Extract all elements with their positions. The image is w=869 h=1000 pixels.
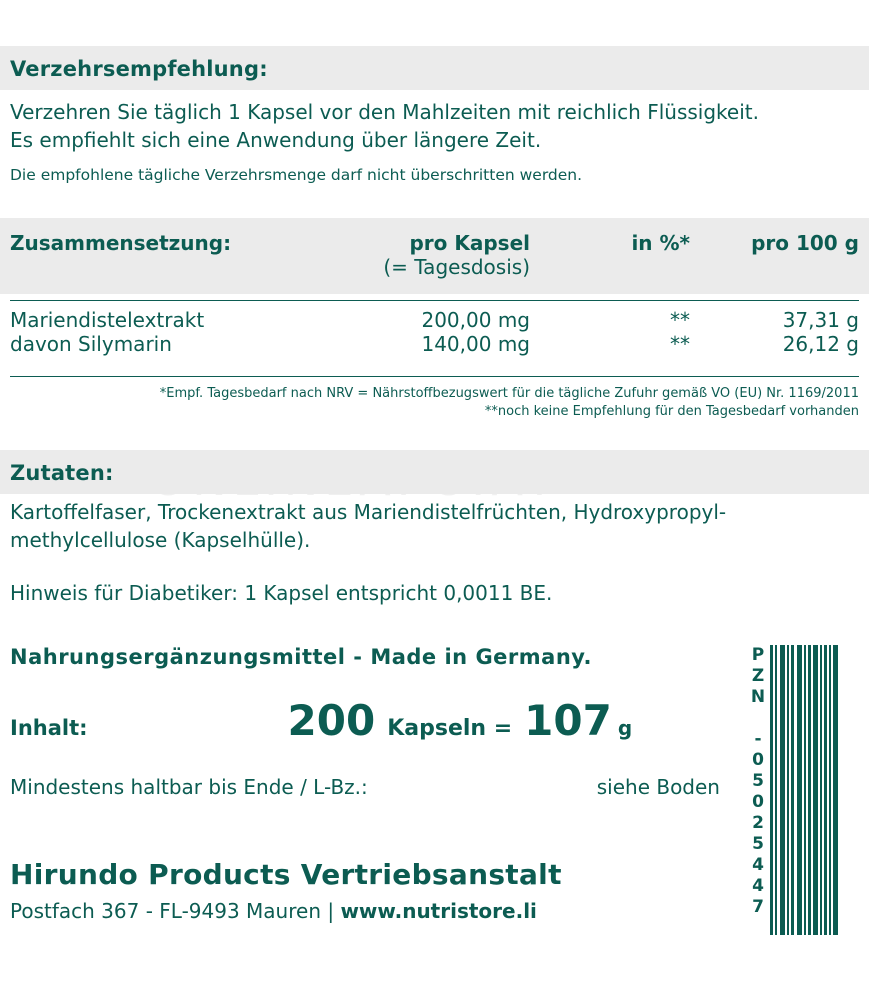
barcode-image xyxy=(770,645,838,935)
usage-text xyxy=(0,100,869,184)
capsule-count: 200 xyxy=(287,696,376,745)
company-address xyxy=(10,899,869,923)
product-category-line xyxy=(0,645,780,669)
address-text: Postfach 367 - FL-9493 Mauren | xyxy=(10,899,341,923)
composition-header xyxy=(10,231,859,279)
usage-line-2: Es empfiehlt sich eine Anwendung über längere Zeit. xyxy=(10,127,542,152)
best-before-value: siehe Boden xyxy=(596,775,720,799)
row-1-percent: ** xyxy=(670,332,690,356)
capsule-word: Kapseln = xyxy=(387,716,513,741)
usage-title: Verzehrsempfehlung: xyxy=(10,57,268,81)
inhalt-row xyxy=(10,696,750,745)
ingredients-line-2: methylcellulose (Kapselhülle). xyxy=(10,527,311,552)
ingredients-line-1: Kartoffelfaser, Trockenextrakt aus Mariendistelfrüchten, Hydroxypropyl- xyxy=(10,500,727,524)
column-per-100g: pro 100 g xyxy=(751,231,859,255)
composition-table xyxy=(10,308,859,356)
row-0-name: Mariendistelextrakt xyxy=(10,308,205,332)
column-per-capsule-line2: (= Tagesdosis) xyxy=(383,255,530,279)
column-per-capsule-line1: pro Kapsel xyxy=(409,231,530,255)
composition-rows xyxy=(10,308,859,356)
footnote-nrv: *Empf. Tagesbedarf nach NRV = Nährstoffbezugswert für die tägliche Zufuhr gemäß VO (EU) Nr. 1169/2011 xyxy=(159,386,859,401)
row-0-percent: ** xyxy=(670,308,690,332)
column-percent: in %* xyxy=(631,231,690,255)
row-0-per-100g: 37,31 g xyxy=(782,308,859,332)
category-text: Nahrungsergänzungsmittel - Made in Germany. xyxy=(10,645,593,669)
ingredients-title: Zutaten: xyxy=(10,461,114,485)
table-row xyxy=(10,308,859,332)
footnote-no-recommendation: **noch keine Empfehlung für den Tagesbedarf vorhanden xyxy=(484,404,859,419)
content-amount-row xyxy=(10,696,750,745)
weight-unit: g xyxy=(617,716,633,740)
composition-top-rule xyxy=(10,300,859,301)
weight-value: 107 xyxy=(524,696,612,745)
usage-note: Die empfohlene tägliche Verzehrsmenge darf nicht überschritten werden. xyxy=(10,166,583,185)
composition-bottom-rule xyxy=(10,376,859,377)
table-row xyxy=(10,332,859,356)
ingredients-title-wrap xyxy=(0,461,124,485)
row-0-per-capsule: 200,00 mg xyxy=(421,308,530,332)
row-1-name: davon Silymarin xyxy=(10,332,172,356)
composition-title: Zusammensetzung: xyxy=(10,231,232,255)
ingredients-text xyxy=(0,500,869,607)
manufacturer-block xyxy=(0,858,869,923)
diabetic-note: Hinweis für Diabetiker: 1 Kapsel entspricht 0,0011 BE. xyxy=(10,581,553,606)
column-per-capsule xyxy=(310,231,530,279)
best-before-label: Mindestens haltbar bis Ende / L-Bz.: xyxy=(10,775,368,799)
composition-footnotes xyxy=(10,386,859,419)
usage-line-1: Verzehren Sie täglich 1 Kapsel vor den Mahlzeiten mit reichlich Flüssigkeit. xyxy=(10,100,759,124)
pzn-label: PZN -05025447 xyxy=(748,645,768,918)
barcode-block xyxy=(749,645,859,935)
best-before-row xyxy=(10,775,720,801)
inhalt-label: Inhalt: xyxy=(10,716,88,740)
website-text: www.nutristore.li xyxy=(340,899,537,923)
row-1-per-100g: 26,12 g xyxy=(782,332,859,356)
row-1-per-capsule: 140,00 mg xyxy=(421,332,530,356)
composition-header-table xyxy=(10,231,859,279)
ingredients-band xyxy=(0,450,869,494)
usage-title-wrap xyxy=(0,57,278,81)
company-name: Hirundo Products Vertriebsanstalt xyxy=(10,858,562,891)
